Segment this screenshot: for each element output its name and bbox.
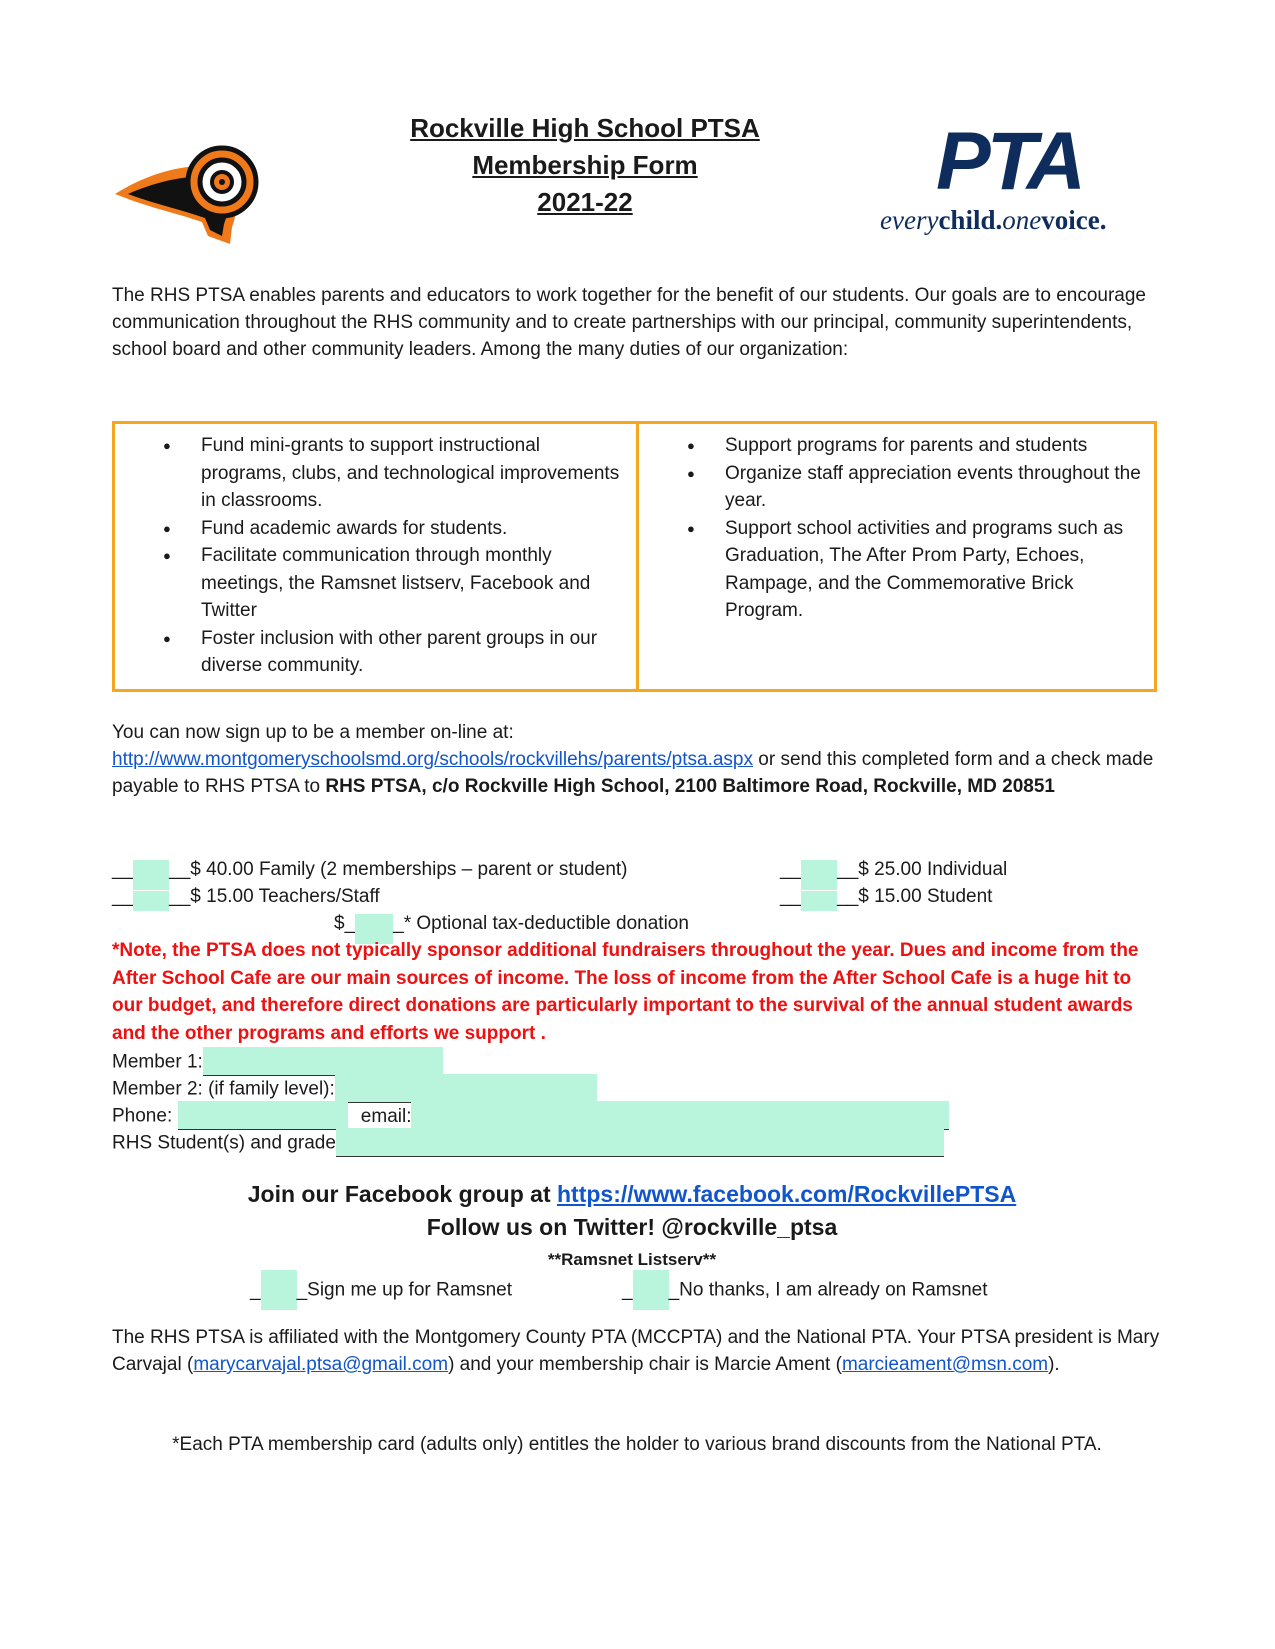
signup-link[interactable]: http://www.montgomeryschoolsmd.org/schools/rockvillehs/parents/ptsa.aspx: [112, 749, 753, 770]
duty-item: ● Support programs for parents and students: [725, 432, 1144, 460]
duty-item: ● Fund academic awards for students.: [201, 515, 626, 543]
ramsnet-yes: [250, 1270, 512, 1304]
facebook-link[interactable]: https://www.facebook.com/RockvillePTSA: [557, 1181, 1017, 1207]
mailing-address: RHS PTSA, c/o Rockville High School, 2100 Baltimore Road, Rockville, MD 20851: [325, 776, 1055, 797]
duty-item: ● Foster inclusion with other parent groups in our diverse community.: [201, 625, 626, 680]
students-input[interactable]: [336, 1128, 944, 1157]
option-family-label: $ 40.00 Family (2 memberships – parent or student): [190, 859, 628, 880]
ramsnet-yes-label: Sign me up for Ramsnet: [307, 1279, 513, 1301]
affiliation-paragraph: The RHS PTSA is affiliated with the Montgomery County PTA (MCCPTA) and the National PTA. Your PTSA president is Mary Carvajal (marycarvajal.ptsa@gmail.com) and your membership chair is Marcie Ament (marcieament@msn.com).: [112, 1327, 1160, 1375]
duties-right-column: [639, 424, 1154, 689]
duties-left-column: [115, 424, 639, 689]
option-student-blank[interactable]: __ __: [780, 886, 858, 907]
email-label: email:: [360, 1105, 412, 1127]
option-student: [780, 883, 992, 911]
ramsnet-no: [622, 1270, 988, 1304]
ramsnet-heading: **Ramsnet Listserv**: [547, 1250, 717, 1269]
phone-input[interactable]: [178, 1101, 348, 1130]
option-family: [112, 856, 628, 884]
option-individual-blank[interactable]: __ __: [780, 859, 858, 880]
ramsnet-no-label: No thanks, I am already on Ramsnet: [679, 1279, 988, 1301]
option-individual: [780, 856, 1007, 884]
duty-item: ● Fund mini-grants to support instructional programs, clubs, and technological improvements in classrooms.: [201, 432, 626, 515]
twitter-line: Follow us on Twitter! @rockville_ptsa: [426, 1214, 838, 1240]
ramsnet-no-blank[interactable]: _ _: [622, 1280, 679, 1301]
phone-label: Phone:: [112, 1105, 173, 1127]
title-line-3: 2021-22: [537, 187, 633, 217]
intro-paragraph: The RHS PTSA enables parents and educators to work together for the benefit of our students. Our goals are to encourage communication throughout the RHS community and to create partnerships with our principal, community superintendents, school board and other community leaders. Among the many duties of our organization:: [112, 285, 1146, 360]
option-donation-label: * Optional tax-deductible donation: [403, 913, 689, 934]
option-teachers-label: $ 15.00 Teachers/Staff: [190, 886, 380, 907]
duties-box: [112, 421, 1157, 692]
form-title: [340, 110, 830, 221]
member2-input[interactable]: [335, 1074, 597, 1103]
duty-item: ● Support school activities and programs such as Graduation, The After Prom Party, Echoes, Rampage, and the Commemorative Brick Program.: [725, 515, 1144, 625]
option-teachers-blank[interactable]: __ __: [112, 886, 190, 907]
pta-logo-mark: PTA: [936, 116, 1082, 207]
option-family-blank[interactable]: __ __: [112, 859, 190, 880]
member2-label: Member 2: (if family level):: [112, 1078, 335, 1100]
donation-prefix: $: [334, 913, 345, 934]
signup-text: or send this completed form and a check made payable to RHS PTSA to: [112, 749, 1154, 797]
facebook-line: [112, 1178, 1152, 1211]
option-student-label: $ 15.00 Student: [858, 886, 993, 907]
option-donation-blank[interactable]: _ _: [345, 913, 404, 934]
member1-row: [112, 1047, 443, 1076]
signup-intro: You can now sign up to be a member on-line at:: [112, 722, 514, 743]
president-email-link[interactable]: marycarvajal.ptsa@gmail.com: [193, 1354, 449, 1375]
ramsnet-yes-blank[interactable]: _ _: [250, 1280, 307, 1301]
option-teachers: [112, 883, 380, 911]
fundraising-note: *Note, the PTSA does not typically sponsor additional fundraisers throughout the year. Dues and income from the After School Cafe are our main sources of income. The loss of income from the After School Cafe is a huge hit to our budget, and therefore direct donations are particularly important to the survival of the annual student awards and the other programs and efforts we support .: [112, 940, 1139, 1044]
title-line-2: Membership Form: [472, 150, 698, 180]
title-line-1: Rockville High School PTSA: [410, 113, 760, 143]
facebook-prefix: Join our Facebook group at: [247, 1181, 557, 1207]
member1-label: Member 1:: [112, 1051, 203, 1073]
member1-input[interactable]: [203, 1047, 443, 1076]
member2-row: [112, 1074, 597, 1103]
footnote: *Each PTA membership card (adults only) entitles the holder to various brand discounts from the National PTA.: [172, 1434, 1102, 1455]
phone-row: [112, 1101, 949, 1130]
signup-paragraph: [112, 719, 1162, 800]
duty-item: ● Organize staff appreciation events throughout the year.: [725, 460, 1144, 515]
students-label: RHS Student(s) and grade: [112, 1132, 336, 1154]
membership-chair-email-link[interactable]: marcieament@msn.com: [841, 1354, 1049, 1375]
option-donation: [334, 910, 689, 938]
students-row: [112, 1128, 944, 1157]
duty-item: ● Facilitate communication through monthly meetings, the Ramsnet listserv, Facebook and Twitter: [201, 542, 626, 625]
ram-logo: [110, 132, 270, 247]
pta-tagline: everychild.onevoice.: [880, 205, 1107, 235]
option-individual-label: $ 25.00 Individual: [858, 859, 1008, 880]
email-input[interactable]: [411, 1101, 949, 1130]
duties-left-list: [115, 432, 626, 680]
pta-logo: [880, 116, 1160, 236]
duties-right-list: [639, 432, 1144, 625]
